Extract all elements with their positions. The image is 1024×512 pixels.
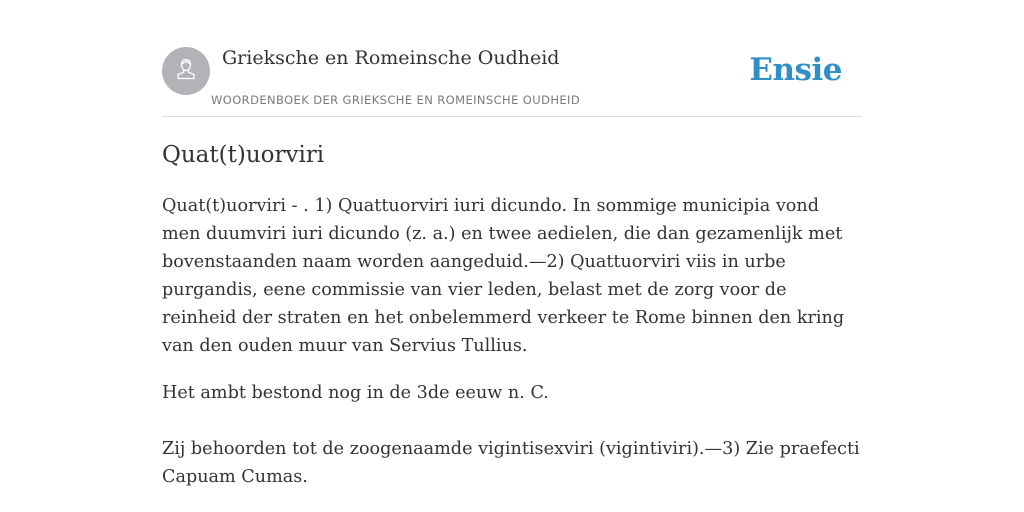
- source-header: [162, 46, 862, 117]
- entry-content: [162, 192, 862, 491]
- source-avatar[interactable]: [162, 47, 210, 95]
- ensie-logo[interactable]: Ensie: [749, 52, 842, 88]
- user-icon: [172, 55, 200, 88]
- source-subtitle[interactable]: WOORDENBOEK DER GRIEKSCHE EN ROMEINSCHE OUDHEID: [211, 93, 581, 107]
- entry-paragraph: Het ambt bestond nog in de 3de eeuw n. C.: [162, 383, 549, 403]
- entry-paragraph: Quat(t)uorviri - . 1) Quattuorviri iuri dicundo. In sommige municipia vond men duumviri iuri dicundo (z. a.) en twee aedielen, die dan gezamenlijk met bovenstaanden naam worden aangeduid.—2) Quattuorviri viis in urbe purgandis, eene commissie van vier leden, belast met de zorg voor de reinheid der straten en het onbelemmerd verkeer te Rome binnen den kring van den ouden muur van Servius Tullius.: [162, 196, 845, 356]
- source-title[interactable]: Grieksche en Romeinsche Oudheid: [222, 47, 560, 69]
- entry-paragraph: Zij behoorden tot de zoogenaamde vigintisexviri (vigintiviri).—3) Zie praefecti Capuam Cumas.: [162, 439, 860, 487]
- entry-title: Quat(t)uorviri: [162, 142, 325, 168]
